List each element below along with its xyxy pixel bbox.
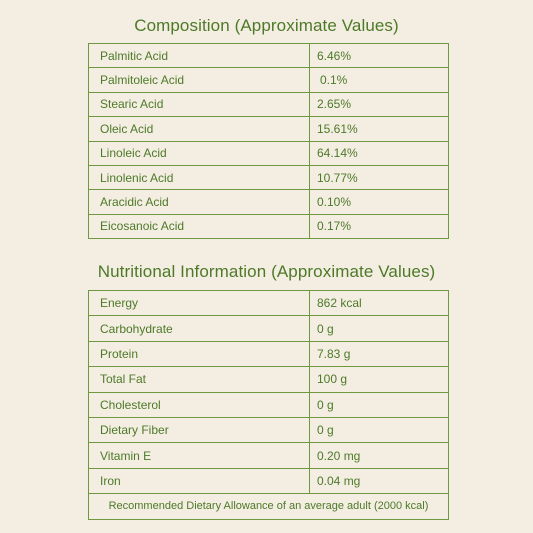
nutrient-name: Carbohydrate xyxy=(89,316,310,341)
nutrition-table xyxy=(88,290,449,520)
nutrient-value: 7.83 g xyxy=(310,341,449,366)
table-row xyxy=(89,417,449,442)
composition-value: 6.46% xyxy=(310,44,449,68)
table-row xyxy=(89,341,449,366)
nutrient-name: Dietary Fiber xyxy=(89,417,310,442)
composition-name: Stearic Acid xyxy=(89,92,310,116)
nutrient-value: 862 kcal xyxy=(310,291,449,316)
table-row xyxy=(89,468,449,493)
table-row xyxy=(89,494,449,519)
nutrient-name: Vitamin E xyxy=(89,443,310,468)
nutrient-value: 100 g xyxy=(310,367,449,392)
nutrient-value: 0 g xyxy=(310,417,449,442)
table-row xyxy=(89,92,449,116)
composition-name: Eicosanoic Acid xyxy=(89,214,310,238)
table-row xyxy=(89,165,449,189)
nutrient-value: 0 g xyxy=(310,316,449,341)
nutrient-value: 0.04 mg xyxy=(310,468,449,493)
nutrient-name: Iron xyxy=(89,468,310,493)
table-row xyxy=(89,117,449,141)
nutrient-value: 0.20 mg xyxy=(310,443,449,468)
composition-value: 0.17% xyxy=(310,214,449,238)
table-row xyxy=(89,367,449,392)
nutrient-name: Cholesterol xyxy=(89,392,310,417)
nutrient-value: 0 g xyxy=(310,392,449,417)
composition-name: Linolenic Acid xyxy=(89,165,310,189)
table-row xyxy=(89,291,449,316)
table-row xyxy=(89,44,449,68)
composition-table xyxy=(88,43,449,239)
table-row xyxy=(89,141,449,165)
table-row xyxy=(89,214,449,238)
rda-footnote: Recommended Dietary Allowance of an average adult (2000 kcal) xyxy=(89,494,449,519)
composition-value: 0.10% xyxy=(310,190,449,214)
composition-title: Composition (Approximate Values) xyxy=(134,16,399,35)
nutrient-name: Protein xyxy=(89,341,310,366)
nutrient-name: Total Fat xyxy=(89,367,310,392)
nutrient-name: Energy xyxy=(89,291,310,316)
composition-name: Palmitic Acid xyxy=(89,44,310,68)
nutrition-title: Nutritional Information (Approximate Values) xyxy=(97,262,436,281)
table-row xyxy=(89,443,449,468)
table-row xyxy=(89,68,449,92)
table-row xyxy=(89,316,449,341)
composition-name: Oleic Acid xyxy=(89,117,310,141)
composition-value: 2.65% xyxy=(310,92,449,116)
composition-name: Linoleic Acid xyxy=(89,141,310,165)
composition-value: 10.77% xyxy=(310,165,449,189)
composition-value: 0.1% xyxy=(310,68,449,92)
table-row xyxy=(89,392,449,417)
composition-value: 64.14% xyxy=(310,141,449,165)
composition-name: Aracidic Acid xyxy=(89,190,310,214)
composition-value: 15.61% xyxy=(310,117,449,141)
composition-name: Palmitoleic Acid xyxy=(89,68,310,92)
table-row xyxy=(89,190,449,214)
